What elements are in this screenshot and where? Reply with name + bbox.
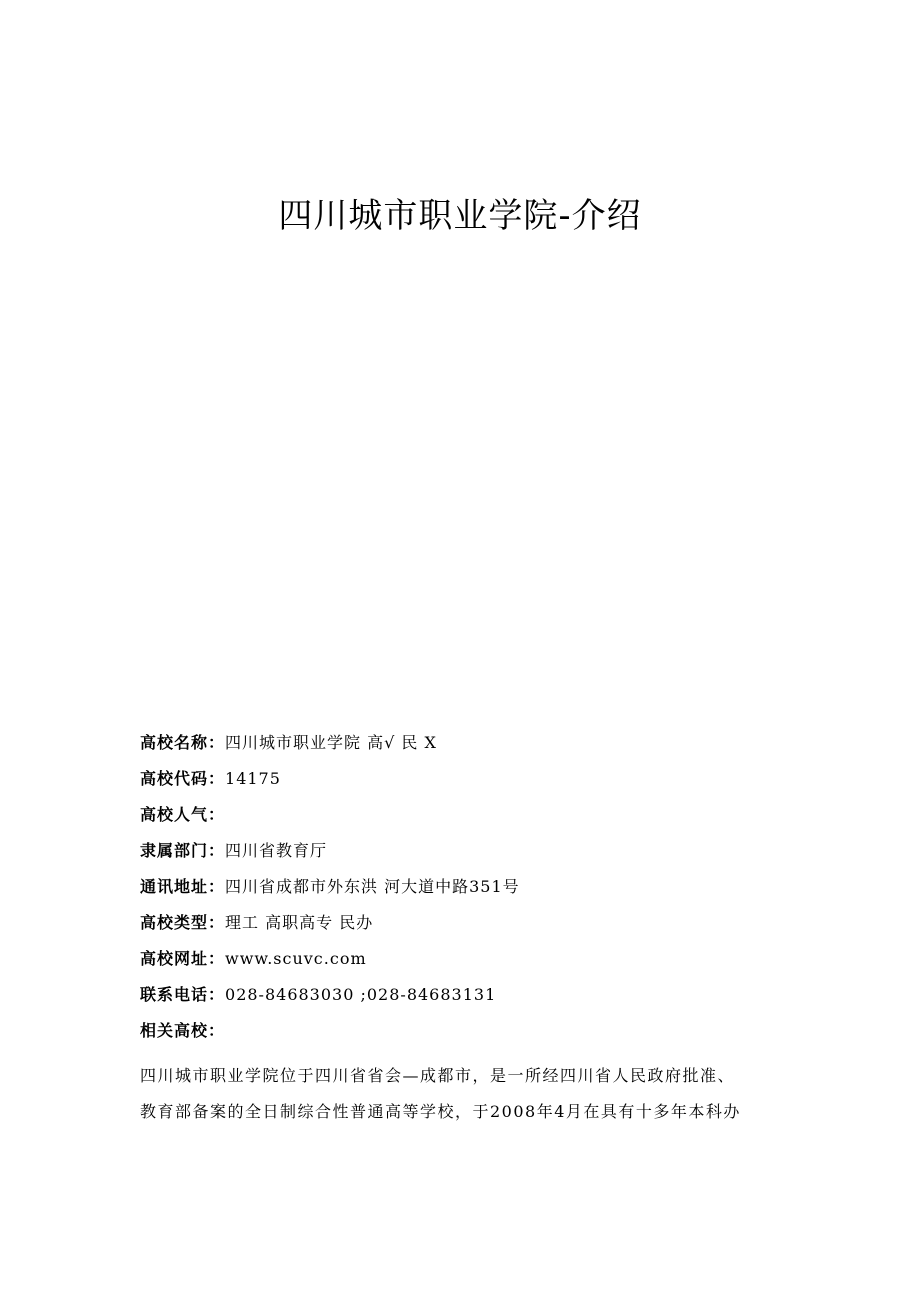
field-value: 四川省成都市外东洪 河大道中路351号 — [225, 877, 520, 896]
field-address — [140, 872, 800, 908]
field-label: 相关高校： — [140, 1021, 226, 1040]
field-label: 隶属部门： — [140, 841, 226, 860]
field-label: 高校类型： — [140, 913, 226, 932]
field-label: 通讯地址： — [140, 877, 226, 896]
field-related-schools — [140, 1016, 800, 1052]
field-school-code — [140, 764, 800, 800]
intro-line: 教育部备案的全日制综合性普通高等学校，于2008年4月在具有十多年本科办 — [140, 1102, 741, 1121]
field-value: 理工 高职高专 民办 — [225, 913, 374, 932]
field-value: 四川城市职业学院 高√ 民 X — [225, 733, 437, 752]
info-list — [140, 728, 800, 1052]
page-title: 四川城市职业学院-介绍 — [278, 196, 642, 236]
intro-paragraph — [140, 1058, 800, 1130]
field-value: www.scuvc.com — [225, 949, 367, 968]
field-label: 高校代码： — [140, 769, 226, 788]
intro-line: 四川城市职业学院位于四川省省会—成都市，是一所经四川省人民政府批准、 — [140, 1066, 736, 1085]
field-value: 四川省教育厅 — [225, 841, 328, 860]
field-label: 高校网址： — [140, 949, 226, 968]
field-school-name — [140, 728, 800, 764]
field-school-type — [140, 908, 800, 944]
field-label: 联系电话： — [140, 985, 226, 1004]
field-label: 高校名称： — [140, 733, 226, 752]
field-popularity — [140, 800, 800, 836]
field-website — [140, 944, 800, 980]
field-department — [140, 836, 800, 872]
field-phone — [140, 980, 800, 1016]
field-label: 高校人气： — [140, 805, 226, 824]
field-value: 028-84683030 ;028-84683131 — [225, 985, 497, 1004]
field-value: 14175 — [225, 769, 281, 788]
